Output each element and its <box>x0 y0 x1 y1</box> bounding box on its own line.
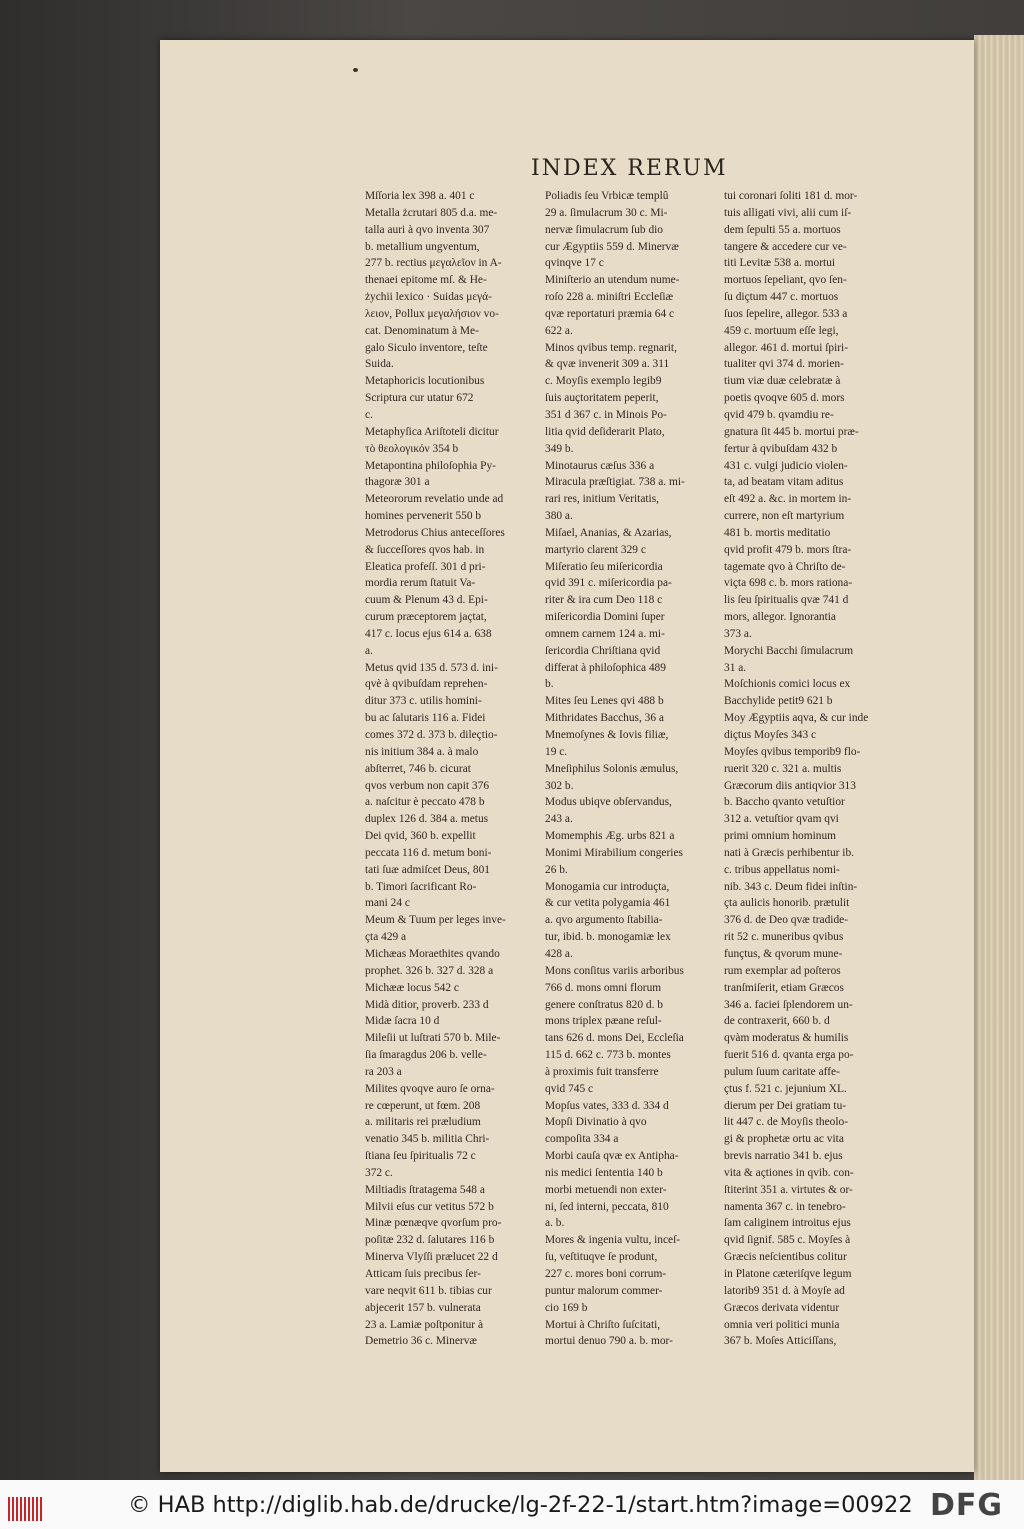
index-line: 417 c. locus ejus 614 a. 638 <box>365 627 492 640</box>
index-line: galo Siculo inventore, teſte <box>365 341 488 354</box>
index-line: Michæas Moraethites qvando <box>365 947 500 960</box>
index-line: riter & ira cum Deo 118 c <box>545 594 663 607</box>
index-line: litia qvid deſiderarit Plato, <box>545 425 665 438</box>
index-line: qvid profit 479 b. mors ſtra- <box>724 543 852 556</box>
index-line: homines pervenerit 550 b <box>365 510 482 523</box>
index-line: c. Moyſis exemplo legib9 <box>545 375 662 388</box>
index-line: Miniſterio an utendum nume- <box>545 274 680 287</box>
index-line: talla auri à qvo inventa 307 <box>365 223 490 236</box>
index-line: mortuos ſepeliant, qvo ſen- <box>724 274 847 287</box>
index-line: de contraxerit, 660 b. d <box>724 1015 830 1028</box>
index-line: eſt 492 a. &c. in mortem in- <box>724 493 852 506</box>
index-line: a. <box>365 644 373 657</box>
index-line: Midæ ſacra 10 d <box>365 1015 440 1028</box>
index-line: Metus qvid 135 d. 573 d. ini- <box>365 661 498 674</box>
index-line: Mons conſitus variis arboribus <box>545 964 684 977</box>
index-line: qvid 479 b. qvamdiu re- <box>724 408 834 421</box>
index-line: Morychi Bacchi ſimulacrum <box>724 644 854 657</box>
index-line: titi Levitæ 538 a. mortui <box>724 257 836 270</box>
index-column-1 <box>365 188 535 1348</box>
index-line: Atticam ſuis precibus ſer- <box>365 1268 481 1280</box>
index-line: Meteororum revelatio unde ad <box>365 493 504 506</box>
index-line: ſu, veſtituqve ſe produnt, <box>545 1251 658 1264</box>
index-line: omnem carnem 124 a. mi- <box>545 627 665 640</box>
index-line: c. tribus appellatus nomi- <box>724 863 840 876</box>
index-line: Demetrio 36 c. Minervæ <box>365 1335 477 1348</box>
ink-mark <box>353 68 358 72</box>
index-line: cat. Denominatum à Me- <box>365 324 479 337</box>
index-line: abſterret, 746 b. cicurat <box>365 762 471 775</box>
index-line: qvid 391 c. miſericordia pa- <box>545 577 672 590</box>
index-line: Monimi Mirabilium congeries <box>545 846 683 859</box>
index-line: mani 24 c <box>365 897 410 910</box>
index-line: tuis alligati vivi, alii cum iſ- <box>724 206 852 219</box>
index-line: 367 b. Moſes Atticiſſans, <box>724 1335 837 1348</box>
index-line: Moy Ægyptiis aqva, & cur inde <box>724 712 869 725</box>
index-line: mors, allegor. Ignorantia <box>724 611 836 624</box>
index-line: tranſmiſerit, etiam Græcos <box>724 981 844 994</box>
index-line: tualiter qvi 374 d. morien- <box>724 358 844 371</box>
index-line: Bacchylide petit9 621 b <box>724 695 833 708</box>
index-line: Suida. <box>365 358 394 371</box>
index-line: Mites ſeu Lenes qvi 488 b <box>545 695 664 708</box>
index-line: Mithridates Bacchus, 36 a <box>545 712 664 725</box>
index-line: çta 429 a <box>365 931 407 944</box>
index-line: 19 c. <box>545 745 568 758</box>
index-line: Modus ubiqve obſervandus, <box>545 796 672 809</box>
index-line: Miſael, Ananias, & Azarias, <box>545 526 672 539</box>
index-line: a. qvo argumento ſtabilia- <box>545 914 663 927</box>
index-line: thenaei epitome mſ. & He- <box>365 274 487 287</box>
index-line: b. Timori ſacrificant Ro- <box>365 880 477 893</box>
index-line: 243 a. <box>545 813 573 826</box>
index-line: Miracula præſtigiat. 738 a. mi- <box>545 476 685 489</box>
index-line: Miltiadis ſtratagema 548 a <box>365 1183 485 1196</box>
page-stack-edge <box>974 35 1024 1480</box>
index-line: Græcos derivata videntur <box>724 1301 840 1314</box>
index-line: miſericordia Domini ſuper <box>545 611 665 624</box>
index-line: 376 d. de Deo qvæ tradide- <box>724 914 849 927</box>
index-line: żychii lexico · Suidas μεγά- <box>365 291 492 304</box>
index-line: tui coronari ſoliti 181 d. mor- <box>724 190 858 202</box>
index-line: Miſeratio ſeu miſericordia <box>545 560 663 573</box>
index-line: Morbi cauſa qvæ ex Antipha- <box>545 1150 679 1163</box>
index-line: primi omnium hominum <box>724 830 837 843</box>
index-line: latorib9 351 d. à Moyſe ad <box>724 1284 845 1297</box>
index-line: 312 a. vetuſtior qvam qvi <box>724 813 839 826</box>
index-line: 622 a. <box>545 324 573 337</box>
index-line: 346 a. faciei ſplendorem un- <box>724 998 853 1011</box>
copyright-credit: © HAB http://diglib.hab.de/drucke/lg-2f-22-1/start.htm?image=00922 <box>128 1492 913 1518</box>
index-line: tur, ibid. b. monogamiæ lex <box>545 931 671 944</box>
index-line: λειον, Pollux μεγαλήσιον vo- <box>365 307 499 320</box>
index-line: nati à Græcis perhibentur ib. <box>724 846 855 859</box>
index-line: qvos verbum non capit 376 <box>365 779 490 792</box>
index-line: qvæ reportaturi præmia 64 c <box>545 307 675 320</box>
index-line: qvàm moderatus & humilis <box>724 1032 849 1045</box>
index-line: Mſſoria lex 398 a. 401 c <box>365 190 475 202</box>
index-line: Metapontina philoſophia Py- <box>365 459 496 472</box>
index-line: & cur vetita polygamia 461 <box>545 897 671 910</box>
index-line: genere conſtratus 820 d. b <box>545 998 663 1011</box>
index-line: Milites qvoqve auro ſe orna- <box>365 1082 495 1095</box>
index-line: vare neqvit 611 b. tibias cur <box>365 1284 492 1297</box>
index-line: omnia veri politici munia <box>724 1318 840 1331</box>
index-line: re cœperunt, ut fœm. 208 <box>365 1099 481 1112</box>
index-line: mordia rerum ſtatuit Va- <box>365 577 476 590</box>
index-line: a. naſcitur è peccato 478 b <box>365 796 485 809</box>
index-line: viçta 698 c. b. mors rationa- <box>724 577 853 590</box>
index-line: a. b. <box>545 1217 565 1230</box>
index-line: rit 52 c. muneribus qvibus <box>724 931 844 944</box>
index-line: ſericordia Chriſtiana qvid <box>545 644 661 657</box>
index-line: 23 a. Lamiæ poſtponitur à <box>365 1318 483 1331</box>
index-line: compoſita 334 a <box>545 1133 619 1146</box>
index-line: fertur à qvibuſdam 432 b <box>724 442 838 455</box>
index-column-2 <box>545 188 715 1348</box>
index-line: comes 372 d. 373 b. dileçtio- <box>365 729 498 741</box>
index-line: τὸ θεολογικόν 354 b <box>365 442 459 455</box>
index-line: lis ſeu ſpiritualis qvæ 741 d <box>724 594 849 607</box>
index-line: Minerva Vlyſſi prælucet 22 d <box>365 1251 498 1264</box>
index-line: Eleatica profeſſ. 301 d pri- <box>365 560 486 573</box>
index-line: rari res, initium Veritatis, <box>545 493 659 506</box>
index-line: tangere & accedere cur ve- <box>724 240 847 253</box>
index-line: & qvæ invenerit 309 a. 311 <box>545 358 670 371</box>
index-line: ſam caliginem introitus ejus <box>724 1217 851 1230</box>
index-line: Poliadis ſeu Vrbicæ templû <box>545 190 669 202</box>
index-line: cuum & Plenum 43 d. Epi- <box>365 594 488 607</box>
index-line: à proximis fuit transferre <box>545 1065 659 1078</box>
index-line: currere, non eſt martyrium <box>724 510 845 523</box>
index-line: 481 b. mortis meditatio <box>724 526 831 539</box>
index-line: Minotaurus cæſus 336 a <box>545 459 655 472</box>
index-line: Mopſus vates, 333 d. 334 d <box>545 1099 669 1112</box>
index-line: gi & prophetæ ortu ac vita <box>724 1133 844 1146</box>
index-line: nervæ ſimulacrum ſub dio <box>545 223 663 236</box>
index-line: peccata 116 d. metum boni- <box>365 846 492 859</box>
index-line: namenta 367 c. in tenebro- <box>724 1200 846 1213</box>
index-line: brevis narratio 341 b. ejus <box>724 1150 843 1163</box>
dfg-logo: DFG <box>930 1488 1004 1523</box>
index-line: gnatura ſit 445 b. mortui præ- <box>724 425 859 438</box>
index-line: ruerit 320 c. 321 a. multis <box>724 762 842 775</box>
index-line: Milvii eſus cur vetitus 572 b <box>365 1200 494 1213</box>
index-line: 459 c. mortuum eſſe legi, <box>724 324 839 337</box>
index-line: puntur malorum commer- <box>545 1284 663 1297</box>
index-line: qvinqve 17 c <box>545 257 604 270</box>
index-line: 351 d 367 c. in Minois Po- <box>545 408 667 421</box>
index-line: funçtus, & qvorum mune- <box>724 947 843 960</box>
index-line: Mileſii ut luſtrati 570 b. Mile- <box>365 1032 501 1045</box>
index-line: ra 203 a <box>365 1065 402 1078</box>
index-line: çta aulicis honorib. prætulit <box>724 897 850 910</box>
index-line: Mnemoſynes & Iovis filiæ, <box>545 729 669 741</box>
index-line: Moſchionis comici locus ex <box>724 678 851 691</box>
index-line: prophet. 326 b. 327 d. 328 a <box>365 964 494 977</box>
index-line: diçtus Moyſes 343 c <box>724 729 817 741</box>
index-line: Mortui à Chriſto ſuſcitati, <box>545 1318 661 1331</box>
index-line: 373 a. <box>724 627 752 640</box>
index-line: 26 b. <box>545 863 568 876</box>
index-line: 29 a. ſimulacrum 30 c. Mi- <box>545 206 668 219</box>
index-line: ſia ſmaragdus 206 b. velle- <box>365 1049 487 1062</box>
index-line: 31 a. <box>724 661 747 674</box>
index-line: allegor. 461 d. mortui ſpiri- <box>724 341 849 354</box>
index-line: lit 447 c. de Moyſis theolo- <box>724 1116 849 1129</box>
index-line: Mneſiphilus Solonis æmulus, <box>545 762 679 775</box>
index-line: Metrodorus Chius anteceſſores <box>365 526 505 539</box>
index-line: differat à philoſophica 489 <box>545 661 666 674</box>
index-line: mons triplex pæane reſul- <box>545 1015 662 1028</box>
index-line: 227 c. mores boni corrum- <box>545 1268 667 1280</box>
page-header: INDEX RERUM <box>531 156 728 181</box>
index-line: fuerit 516 d. qvanta erga po- <box>724 1049 854 1062</box>
index-line: abjecerit 157 b. vulnerata <box>365 1301 481 1314</box>
index-line: 380 a. <box>545 510 573 523</box>
index-line: Minæ pœnæqve qvorſum pro- <box>365 1217 502 1230</box>
index-line: 372 c. <box>365 1166 393 1179</box>
index-line: 431 c. vulgi judicio violen- <box>724 459 848 472</box>
index-line: Minos qvibus temp. regnarit, <box>545 341 677 354</box>
index-line: Moyſes qvibus temporib9 flo- <box>724 745 861 758</box>
index-line: b. metallium ungventum, <box>365 240 480 253</box>
index-line: qvid 745 c <box>545 1082 594 1095</box>
index-line: 302 b. <box>545 779 574 792</box>
index-line: tans 626 d. mons Dei, Eccleſia <box>545 1032 684 1045</box>
index-line: Metalla żcrutari 805 d.a. me- <box>365 206 498 219</box>
index-line: roſo 228 a. miniſtri Eccleſiæ <box>545 291 674 304</box>
index-line: in Platone cæteriſqve legum <box>724 1268 852 1280</box>
index-line: mortui denuo 790 a. b. mor- <box>545 1335 673 1348</box>
index-line: thagoræ 301 a <box>365 476 430 489</box>
index-line: Græcorum diis antiqvior 313 <box>724 779 856 792</box>
index-line: 277 b. rectius μεγαλεῖον in A- <box>365 257 502 270</box>
index-line: Michææ locus 542 c <box>365 981 459 994</box>
index-line: ſtiana ſeu ſpiritualis 72 c <box>365 1150 476 1163</box>
index-line: nib. 343 c. Deum fidei inſtin- <box>724 880 858 893</box>
index-line: morbi metuendi non exter- <box>545 1183 667 1196</box>
index-line: Græcis neſcientibus colitur <box>724 1251 847 1264</box>
index-line: 349 b. <box>545 442 574 455</box>
index-line: b. Baccho qvanto vetuſtior <box>724 796 845 809</box>
index-line: martyrio clarent 329 c <box>545 543 646 556</box>
index-line: Mores & ingenia vultu, inceſ- <box>545 1234 681 1247</box>
index-line: qvè à qvibuſdam reprehen- <box>365 678 488 691</box>
index-line: ſu diçtum 447 c. mortuos <box>724 291 839 304</box>
index-line: curum præceptorem jaçtat, <box>365 611 487 624</box>
index-line: 766 d. mons omni florum <box>545 981 662 994</box>
index-line: dem ſepulti 55 a. mortuos <box>724 223 841 236</box>
index-line: qvid ſignif. 585 c. Moyſes à <box>724 1234 851 1247</box>
index-line: tagemate qvo à Chriſto de- <box>724 560 846 573</box>
index-line: vita & açtiones in qvib. con- <box>724 1166 854 1179</box>
index-line: bu ac ſalutaris 116 a. Fidei <box>365 712 486 725</box>
index-line: ta, ad beatam vitam aditus <box>724 476 844 489</box>
index-line: venatio 345 b. militia Chri- <box>365 1133 490 1146</box>
index-line: poſitæ 232 d. ſalutares 116 b <box>365 1234 495 1247</box>
index-line: 115 d. 662 c. 773 b. montes <box>545 1049 671 1062</box>
index-line: nis initium 384 a. à malo <box>365 745 479 758</box>
index-line: ſtiterint 351 a. virtutes & or- <box>724 1183 853 1196</box>
index-line: nis medici ſententia 140 b <box>545 1166 663 1179</box>
index-line: ni, ſed interni, peccata, 810 <box>545 1200 669 1213</box>
index-line: çtus f. 521 c. jejunium XL. <box>724 1082 847 1095</box>
index-line: Momemphis Æg. urbs 821 a <box>545 830 675 843</box>
index-line: c. <box>365 408 373 421</box>
index-line: pulum ſuum caritate affe- <box>724 1065 840 1078</box>
index-line: duplex 126 d. 384 a. metus <box>365 813 489 826</box>
index-line: & ſucceſſores qvos hab. in <box>365 543 485 556</box>
index-line: dierum per Dei gratiam tu- <box>724 1099 847 1112</box>
index-column-3 <box>724 188 898 1348</box>
index-line: cur Ægyptiis 559 d. Minervæ <box>545 240 679 253</box>
index-line: tium viæ duæ celebratæ à <box>724 375 841 388</box>
index-line: Mopſi Divinatio à qvo <box>545 1116 647 1129</box>
index-line: b. <box>545 678 554 691</box>
index-line: rum exemplar ad poſteros <box>724 964 841 977</box>
index-line: poetis qvoqve 605 d. mors <box>724 392 845 405</box>
index-line: Metaphyſica Ariſtoteli dicitur <box>365 425 499 438</box>
index-line: Scriptura cur utatur 672 <box>365 392 474 405</box>
index-line: ſuos ſepelire, allegor. 533 a <box>724 307 848 320</box>
index-line: Metaphoricis locutionibus <box>365 375 485 388</box>
index-line: ditur 373 c. utilis homini- <box>365 695 482 708</box>
index-line: Midà ditior, proverb. 233 d <box>365 998 489 1011</box>
index-line: cio 169 b <box>545 1301 588 1314</box>
index-line: Monogamia cur introduçta, <box>545 880 670 893</box>
index-line: tati ſuæ admiſcet Deus, 801 <box>365 863 490 876</box>
library-barcode-icon <box>8 1497 42 1521</box>
index-line: Meum & Tuum per leges inve- <box>365 914 506 927</box>
index-line: Dei qvid, 360 b. expellit <box>365 830 476 843</box>
index-line: 428 a. <box>545 947 573 960</box>
index-line: a. militaris rei præludium <box>365 1116 481 1129</box>
index-line: ſuis auçtoritatem peperit, <box>545 392 659 405</box>
